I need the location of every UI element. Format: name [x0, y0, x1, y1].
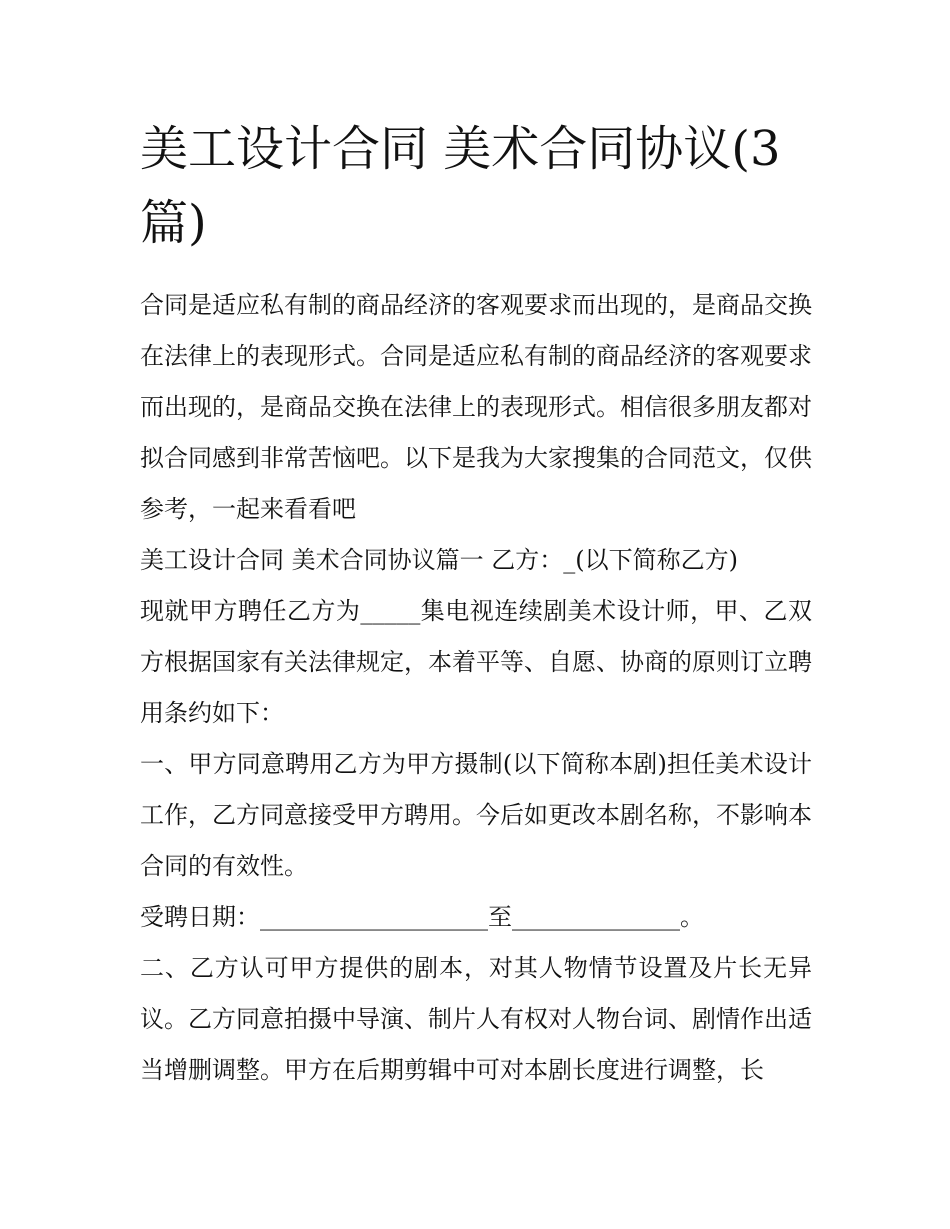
clause-two: 二、乙方认可甲方提供的剧本，对其人物情节设置及片长无异议。乙方同意拍摄中导演、制片人有权对人物台词、剧情作出适当增删调整。甲方在后期剪辑中可对本剧长度进行调整，长: [140, 954, 812, 1084]
clause-one: 一、甲方同意聘用乙方为甲方摄制(以下简称本剧)担任美术设计工作，乙方同意接受甲方聘用。今后如更改本剧名称，不影响本合同的有效性。: [140, 750, 812, 880]
intro-paragraph: 合同是适应私有制的商品经济的客观要求而出现的，是商品交换在法律上的表现形式。合同是适应私有制的商品经济的客观要求而出现的，是商品交换在法律上的表现形式。相信很多朋友都对拟合同感到非常苦恼吧。以下是我为大家搜集的合同范文，仅供参考，一起来看看吧: [140, 291, 812, 523]
hiring-date-line: 受聘日期：___________________至______________。: [140, 903, 704, 931]
document-body: [140, 112, 812, 1096]
hiring-paragraph: 现就甲方聘任乙方为_____集电视连续剧美术设计师，甲、乙双方根据国家有关法律规定，本着平等、自愿、协商的原则订立聘用条约如下：: [140, 597, 812, 727]
document-title: 美工设计合同 美术合同协议(3篇): [140, 121, 781, 251]
section-heading: 美工设计合同 美术合同协议篇一 乙方：_(以下简称乙方): [140, 546, 738, 574]
